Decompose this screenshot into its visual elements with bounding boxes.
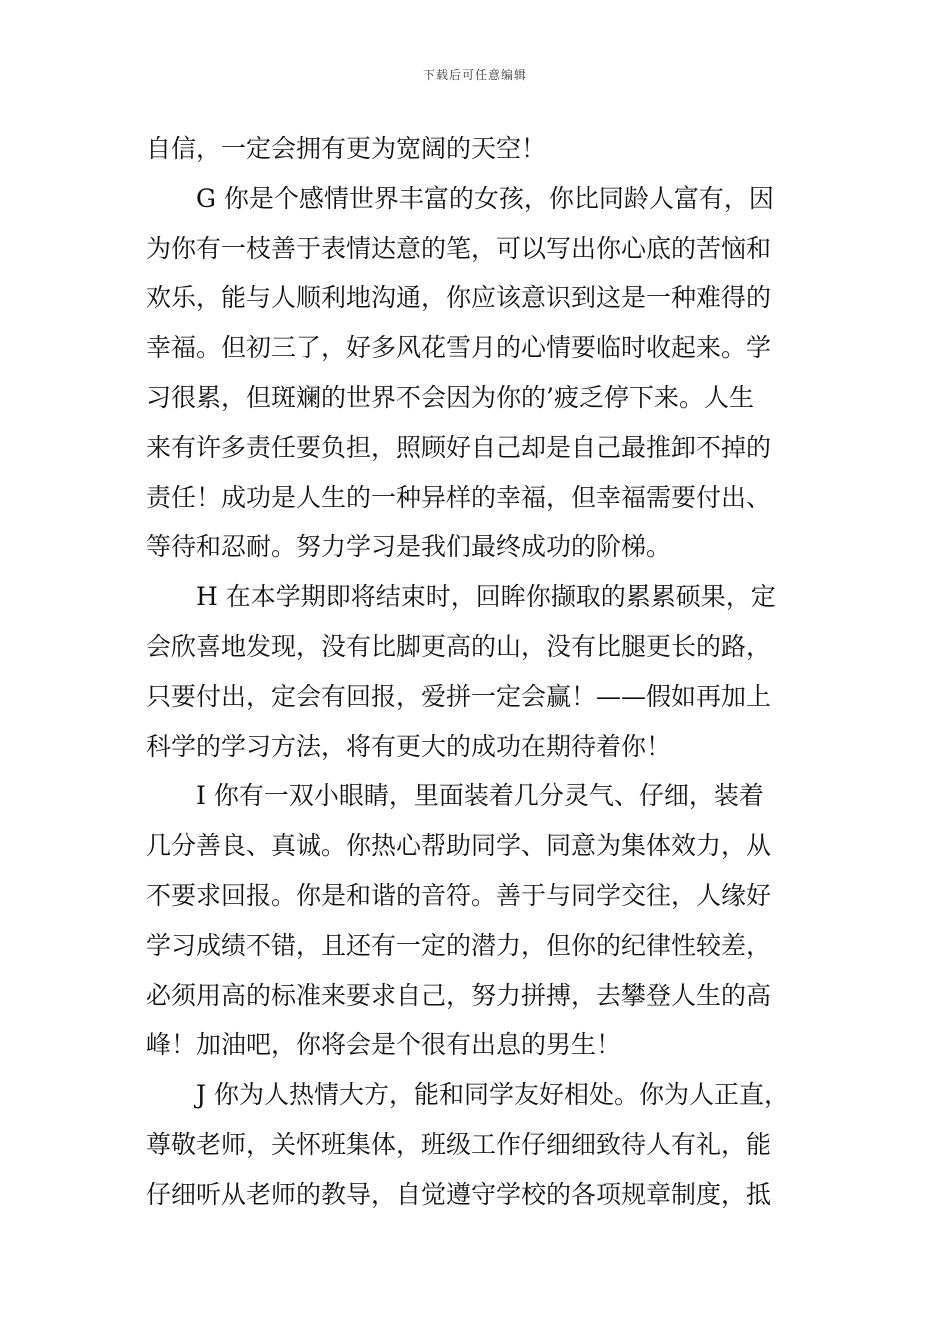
paragraph: [146, 771, 826, 1070]
text-line: 自信，一定会拥有更为宽阔的天空！: [146, 134, 547, 163]
text-line: 尊敬老师，关怀班集体，班级工作仔细细致待人有礼，能: [146, 1129, 772, 1159]
document-body: [146, 124, 826, 1220]
text-line: 必须用高的标准来要求自己，努力拼搏，去攀登人生的高: [146, 980, 772, 1010]
text-line: I 你有一双小眼睛，里面装着几分灵气、仔细，装着: [196, 781, 764, 811]
text-line: 为你有一枝善于表情达意的笔，可以写出你心底的苦恼和: [146, 233, 772, 263]
page-header: 下载后可任意编辑: [422, 68, 527, 82]
text-line: 会欣喜地发现，没有比脚更高的山，没有比腿更长的路，: [146, 631, 772, 661]
text-line: G 你是个感情世界丰富的女孩，你比同龄人富有，因: [196, 183, 774, 213]
text-line: J 你为人热情大方，能和同学友好相处。你为人正直，: [196, 1080, 789, 1110]
text-line: 仔细听从老师的教导，自觉遵守学校的各项规章制度，抵: [146, 1179, 772, 1209]
paragraph: [146, 124, 826, 174]
text-line: 学习成绩不错，且还有一定的潜力，但你的纪律性较差，: [146, 930, 772, 960]
text-line: 峰！加油吧，你将会是个很有出息的男生！: [146, 1030, 622, 1060]
paragraph: [146, 174, 826, 572]
text-line: 科学的学习方法，将有更大的成功在期待着你！: [146, 731, 672, 761]
text-line: 习很累，但斑斓的世界不会因为你的’疲乏停下来。人生: [146, 382, 754, 412]
text-line: 责任！成功是人生的一种异样的幸福，但幸福需要付出、: [146, 482, 772, 512]
text-line: 几分善良、真诚。你热心帮助同学、同意为集体效力，从: [146, 831, 772, 861]
text-line: 欢乐，能与人顺利地沟通，你应该意识到这是一种难得的: [146, 283, 772, 313]
text-line: 来有许多责任要负担，照顾好自己却是自己最推卸不掉的: [146, 432, 772, 462]
paragraph: [146, 1070, 826, 1219]
paragraph: [146, 572, 826, 771]
text-line: 幸福。但初三了，好多风花雪月的心情要临时收起来。学: [146, 333, 772, 363]
text-line: 不要求回报。你是和谐的音符。善于与同学交往，人缘好: [146, 880, 772, 910]
text-line: H 在本学期即将结束时，回眸你撷取的累累硕果，定: [196, 582, 776, 612]
text-line: 等待和忍耐。努力学习是我们最终成功的阶梯。: [146, 532, 672, 562]
text-line: 只要付出，定会有回报，爱拼一定会赢！——假如再加上: [146, 681, 772, 711]
